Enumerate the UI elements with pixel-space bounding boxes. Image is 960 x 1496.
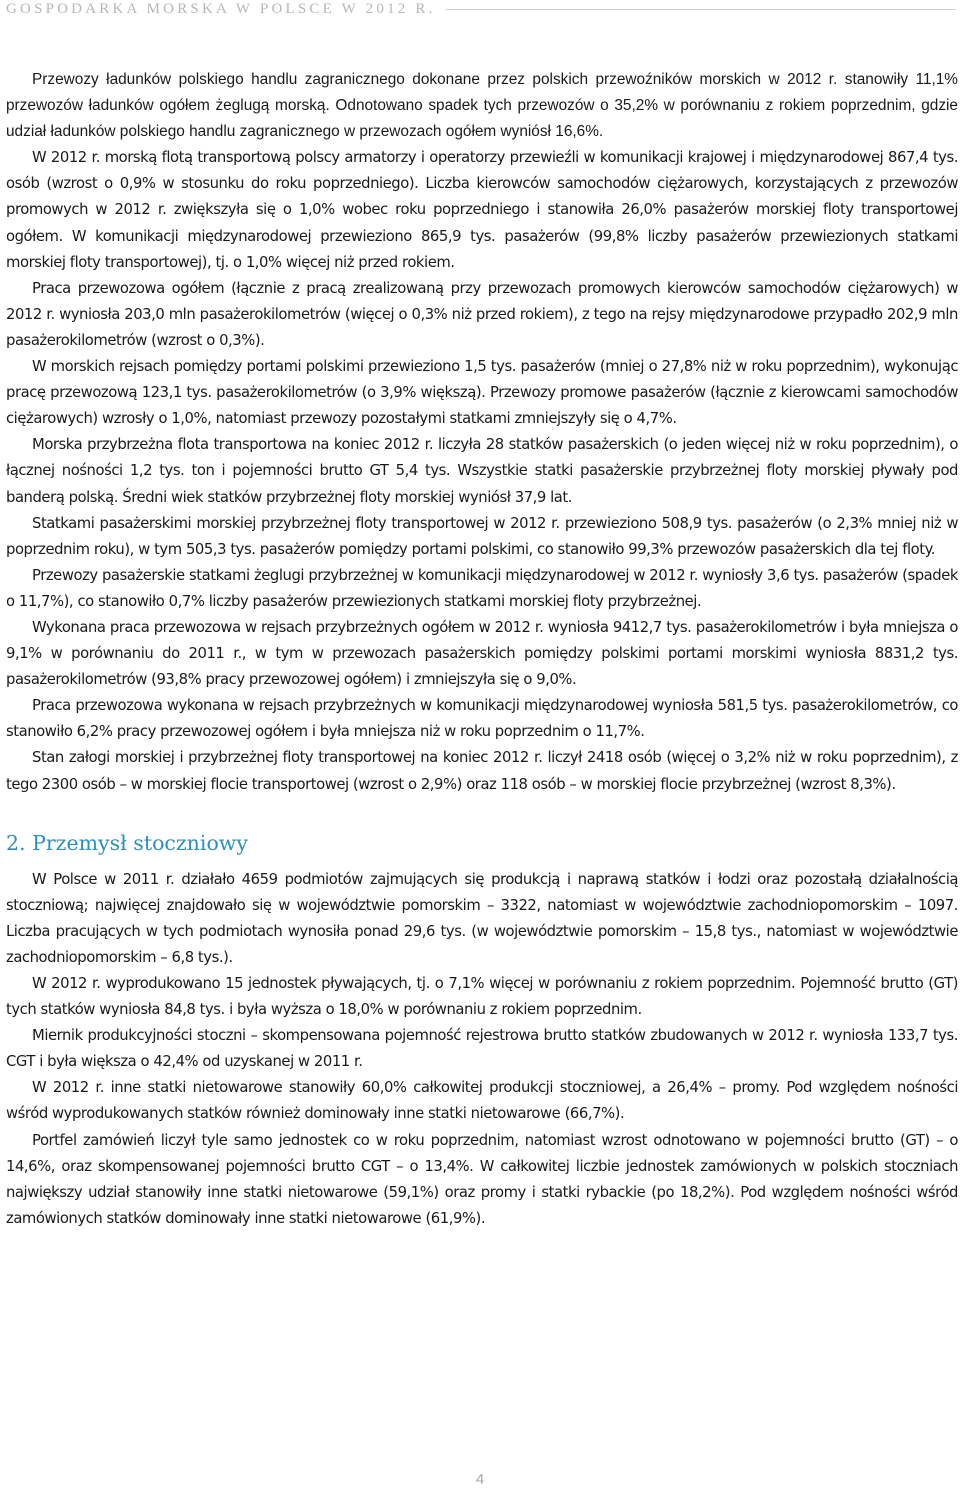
- paragraph-coastal-passengers: Statkami pasażerskimi morskiej przybrzeżnej floty transportowej w 2012 r. przewieziono 508,9 tys. pasażerów (o 2,3% mniej niż w poprzednim roku), w tym 505,3 tys. pasażerów pomiędzy portami polskimi, co stanowiło 99,3% przewozów pasażerskich dla tej floty.: [6, 514, 958, 558]
- paragraph-order-book: Portfel zamówień liczył tyle samo jednostek co w roku poprzednim, natomiast wzrost odnotowano w pojemności brutto (GT) – o 14,6%, oraz skompensowanej pojemności brutto CGT – o 13,4%. W całkowitej liczbie jednostek zamówionych w polskich stoczniach największy udział stanowiły inne statki nietowarowe (59,1%) oraz promy i statki rybackie (po 18,2%). Pod względem nośności wśród zamówionych statków dominowały inne statki nietowarowe (61,9%).: [6, 1131, 958, 1227]
- paragraph-coastal-international: Przewozy pasażerskie statkami żeglugi przybrzeżnej w komunikacji międzynarodowej w 2012 r. wyniosły 3,6 tys. pasażerów (spadek o 11,7%), co stanowiło 0,7% liczby pasażerów przewiezionych statkami morskiej floty przybrzeżnej.: [6, 566, 958, 610]
- paragraph-vessels-produced: W 2012 r. wyprodukowano 15 jednostek pływających, tj. o 7,1% więcej w porównaniu z rokiem poprzednim. Pojemność brutto (GT) tych statków wyniosła 84,8 tys. i była wyższa o 18,0% w porównaniu z rokiem poprzednim.: [6, 975, 958, 1019]
- paragraph-coastal-transport-work: Wykonana praca przewozowa w rejsach przybrzeżnych ogółem w 2012 r. wyniosła 9412,7 tys. pasażerokilometrów i była mniejsza o 9,1% w porównaniu do 2011 r., w tym w przewozach pasażerskich pomiędzy polskimi portami morskimi wyniosła 8831,2 tys. pasażerokilometrów (93,8% pracy przewozowej ogółem) i zmniejszyła się o 9,0%.: [6, 618, 958, 689]
- page-number: 4: [475, 1471, 485, 1488]
- paragraph-coastal-international-work: Praca przewozowa wykonana w rejsach przybrzeżnych w komunikacji międzynarodowej wyniosła 581,5 tys. pasażerokilometrów, co stanowiło 6,2% pracy przewozowej ogółem i była mniejsza niż w roku poprzednim o 11,7%.: [6, 697, 958, 741]
- header-divider: [446, 9, 956, 10]
- paragraph-coastal-fleet: Morska przybrzeżna flota transportowa na koniec 2012 r. liczyła 28 statków pasażerskich (o jeden więcej niż w roku poprzednim), o łącznej nośności 1,2 tys. ton i pojemności brutto GT 5,4 tys. Wszystkie statki pasażerskie przybrzeżnej floty morskiej pływały pod banderą polską. Średni wiek statków przybrzeżnej floty morskiej wyniósł 37,9 lat.: [6, 436, 958, 506]
- running-header-title: GOSPODARKA MORSKA W POLSCE W 2012 R.: [6, 1, 436, 17]
- page-body: [6, 67, 958, 1232]
- running-header: [6, 0, 960, 18]
- paragraph-productivity-measure: Miernik produkcyjności stoczni – skompensowana pojemność rejestrowa brutto statków zbudowanych w 2012 r. wyniosła 133,7 tys. CGT i była większa o 42,4% od uzyskanej w 2011 r.: [6, 1027, 958, 1071]
- paragraph-foreign-trade-cargo: Przewozy ładunków polskiego handlu zagranicznego dokonane przez polskich przewoźników morskich w 2012 r. stanowiły 11,1% przewozów ładunków ogółem żeglugą morską. Odnotowano spadek tych przewozów o 35,2% w porównaniu z rokiem poprzednim, gdzie udział ładunków polskiego handlu zagranicznego w przewozach ogółem wyniósł 16,6%.: [6, 71, 958, 141]
- paragraph-shipyard-entities: W Polsce w 2011 r. działało 4659 podmiotów zajmujących się produkcją i naprawą statków i łodzi oraz pozostałą działalnością stoczniową; najwięcej znajdowało się w województwie pomorskim – 3322, natomiast w województwie zachodniopomorskim – 1097. Liczba pracujących w tych podmiotach wynosiła ponad 29,6 tys. (w województwie pomorskim – 15,8 tys., natomiast w województwie zachodniopomorskim – 6,8 tys.).: [6, 870, 958, 966]
- paragraph-domestic-voyages: W morskich rejsach pomiędzy portami polskimi przewieziono 1,5 tys. pasażerów (mniej o 27,8% niż w roku poprzednim), wykonując pracę przewozową 123,1 tys. pasażerokilometrów (o 3,9% większą). Przewozy promowe pasażerów (łącznie z kierowcami samochodów ciężarowych) wzrosły o 1,0%, natomiast przewozy pozostałymi statkami zmniejszyły się o 4,7%.: [6, 358, 958, 428]
- paragraph-production-structure: W 2012 r. inne statki nietowarowe stanowiły 60,0% całkowitej produkcji stoczniowej, a 26,4% – promy. Pod względem nośności wśród wyprodukowanych statków również dominowały inne statki nietowarowe (66,7%).: [6, 1079, 958, 1123]
- section-heading-shipbuilding: 2. Przemysł stoczniowy: [6, 830, 248, 855]
- paragraph-passenger-transport: W 2012 r. morską flotą transportową polscy armatorzy i operatorzy przewieźli w komunikacji krajowej i międzynarodowej 867,4 tys. osób (wzrost o 0,9% w stosunku do roku poprzedniego). Liczba kierowców samochodów ciężarowych, korzystających z przewozów promowych w 2012 r. zwiększyła się o 1,0% wobec roku poprzedniego i stanowiła 26,0% pasażerów morskiej floty transportowej ogółem. W komunikacji międzynarodowej przewieziono 865,9 tys. pasażerów (99,8% liczby pasażerów przewiezionych statkami morskiej floty transportowej), tj. o 1,0% więcej niż przed rokiem.: [6, 149, 958, 271]
- paragraph-crew: Stan załogi morskiej i przybrzeżnej floty transportowej na koniec 2012 r. liczył 2418 osób (więcej o 3,2% niż w roku poprzednim), z tego 2300 osób – w morskiej flocie transportowej (wzrost o 2,9%) oraz 118 osób – w morskiej flocie przybrzeżnej (wzrost 8,3%).: [6, 749, 958, 793]
- paragraph-transport-work: Praca przewozowa ogółem (łącznie z pracą zrealizowaną przy przewozach promowych kierowców samochodów ciężarowych) w 2012 r. wyniosła 203,0 mln pasażerokilometrów (więcej o 0,3% niż przed rokiem), z tego na rejsy międzynarodowe przypadło 202,9 mln pasażerokilometrów (wzrost o 0,3%).: [6, 279, 958, 349]
